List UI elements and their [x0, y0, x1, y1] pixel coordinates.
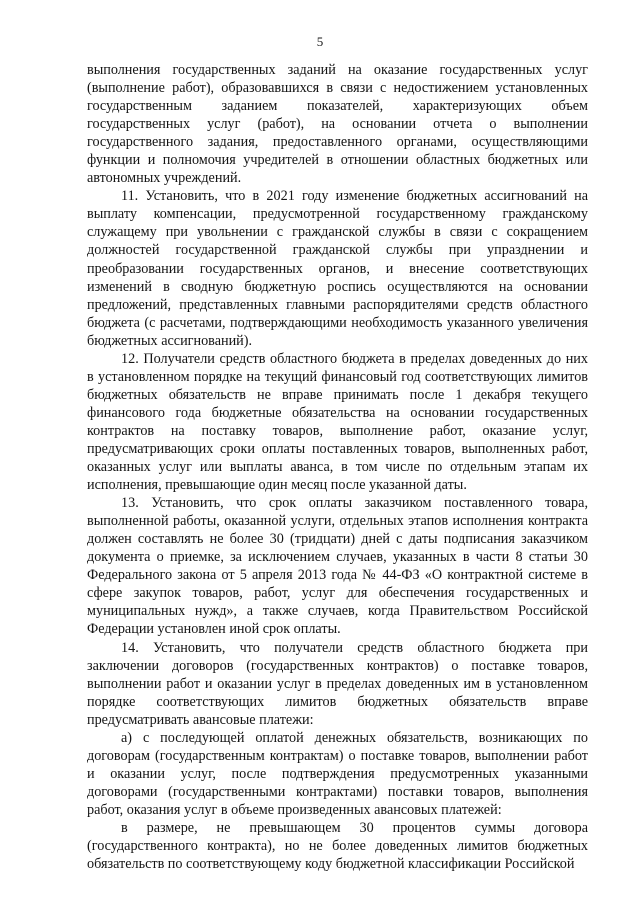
paragraph-11: 11. Установить, что в 2021 году изменение бюджетных ассигнований на выплату компенсации, предусмотренной государственному гражданскому служащему при увольнении с гражданской службы в связи с сокращением должностей государственной гражданской службы при упразднении и преобразовании государственных органов, и внесение соответствующих изменений в сводную бюджетную роспись осуществляются на основании предложений, представленных главными распорядителями средств областного бюджета (с расчетами, подтверждающими необходимость указанного увеличения бюджетных ассигнований).	[87, 188, 588, 349]
document-body	[87, 61, 588, 873]
paragraph-14: 14. Установить, что получатели средств областного бюджета при заключении договоров (государственных контрактов) о поставке товаров, выполнении работ и оказании услуг в пределах доведенных им в установленном порядке соответствующих лимитов бюджетных обязательств вправе предусматривать авансовые платежи:	[87, 639, 588, 728]
page-number: 5	[316, 34, 324, 49]
paragraph-13: 13. Установить, что срок оплаты заказчиком поставленного товара, выполненной работы, оказанной услуги, отдельных этапов исполнения контракта должен составлять не более 30 (тридцати) дней с даты подписания заказчиком документа о приемке, за исключением случаев, указанных в части 8 статьи 30 Федерального закона от 5 апреля 2013 года № 44-ФЗ «О контрактной системе в сфере закупок товаров, работ, услуг для обеспечения государственных и муниципальных нужд», а также случаев, когда Правительством Российской Федерации установлен иной срок оплаты.	[87, 495, 588, 638]
paragraph-percent-limit: в размере, не превышающем 30 процентов суммы договора (государственного контракта), но не более доведенных лимитов бюджетных обязательств по соответствующему коду бюджетной классификации Российской	[87, 819, 588, 873]
paragraph-continuation: выполнения государственных заданий на оказание государственных услуг (выполнение работ), образовавшихся в связи с недостижением установленных государственным заданием показателей, характеризующих объем государственных услуг (работ), на основании отчета о выполнении государственного задания, предоставленного органами, осуществляющими функции и полномочия учредителей в отношении областных бюджетных или автономных учреждений.	[87, 62, 588, 187]
paragraph-12: 12. Получатели средств областного бюджета в пределах доведенных до них в установленном порядке на текущий финансовый год соответствующих лимитов бюджетных обязательств не вправе принимать после 1 декабря текущего финансового года бюджетные обязательства на основании государственных контрактов на поставку товаров, выполнение работ, оказание услуг, предусматривающих сроки оплаты поставленных товаров, выполненных работ, оказанных услуг или выплаты аванса, в том числе по отдельным этапам их исполнения, превышающие один месяц после указанной даты.	[87, 350, 588, 494]
subparagraph-a: а) с последующей оплатой денежных обязательств, возникающих по договорам (государственным контрактам) о поставке товаров, выполнении работ и оказании услуг, после подтверждения предусмотренных указанными договорами (государственными контрактами) поставки товаров, выполнения работ, оказания услуг в объеме произведенных авансовых платежей:	[87, 729, 588, 818]
